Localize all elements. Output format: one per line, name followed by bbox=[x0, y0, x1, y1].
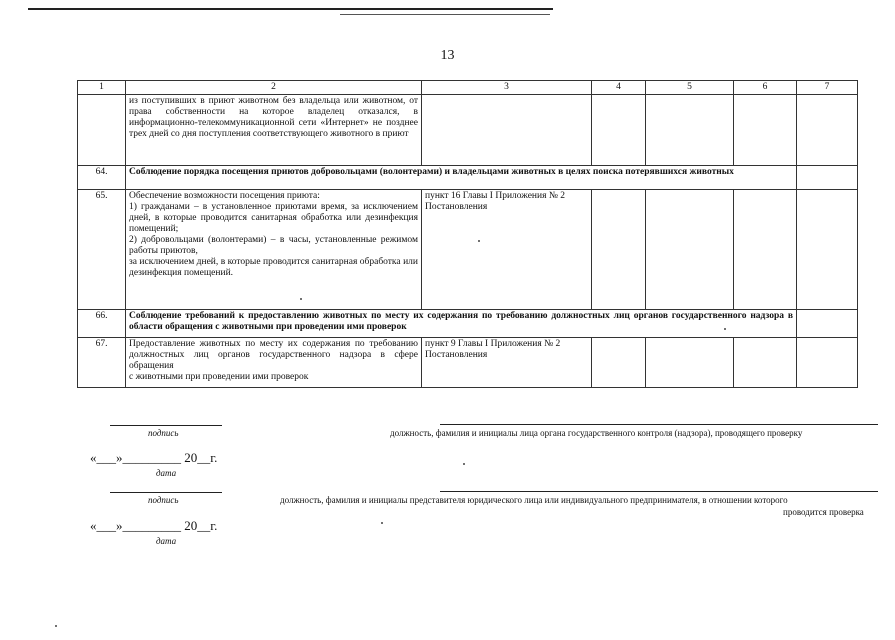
requirement-line: за исключением дней, в которые проводится санитарная обработка или дезинфекция помещений. bbox=[129, 257, 418, 278]
signature-caption: подпись bbox=[148, 428, 179, 438]
column-header: 4 bbox=[592, 81, 646, 95]
position-line bbox=[440, 424, 878, 425]
requirement-line: Предоставление животных по месту их содержания по требованию должностных лиц органов государственного надзора в сфере обращения bbox=[129, 339, 418, 371]
section-heading: Соблюдение требований к предоставлению животных по месту их содержания по требованию должностных лиц органов государственного надзора в области обращения с животными при проведении ими проверок bbox=[126, 310, 797, 338]
top-rule-secondary bbox=[340, 14, 550, 15]
row-number bbox=[78, 95, 126, 166]
column-header: 3 bbox=[422, 81, 592, 95]
column-header: 6 bbox=[734, 81, 797, 95]
section-heading: Соблюдение порядка посещения приютов добровольцами (волонтерами) и владельцами животных в целях поиска потерявшихся животных bbox=[126, 166, 797, 190]
signature-line bbox=[110, 492, 222, 493]
legal-reference bbox=[422, 95, 592, 166]
row-number: 66. bbox=[78, 310, 126, 338]
scan-speck bbox=[381, 522, 383, 524]
row-number: 65. bbox=[78, 190, 126, 310]
column-header: 7 bbox=[797, 81, 858, 95]
inspection-table bbox=[77, 80, 858, 388]
column-header: 2 bbox=[126, 81, 422, 95]
requirement-line: с животными при проведении ими проверок bbox=[129, 372, 309, 382]
requirement-text bbox=[126, 338, 422, 388]
row-number: 64. bbox=[78, 166, 126, 190]
requirement-text bbox=[126, 190, 422, 310]
position-line bbox=[440, 491, 878, 492]
signature-caption: подпись bbox=[148, 495, 179, 505]
scan-speck bbox=[478, 240, 480, 242]
table-header-row bbox=[78, 81, 858, 95]
date-field: «___»_________ 20__г. bbox=[90, 518, 218, 533]
requirement-line: 1) гражданами – в установленное приютами время, за исключением дней, в которые проводится санитарная обработка или дезинфекция помещений; bbox=[129, 202, 418, 234]
scan-speck bbox=[463, 463, 465, 465]
table-row bbox=[78, 166, 858, 190]
date-field: «___»_________ 20__г. bbox=[90, 450, 218, 465]
table-row bbox=[78, 190, 858, 310]
row-number: 67. bbox=[78, 338, 126, 388]
requirement-text: из поступивших в приют животном без владельца или животном, от права собственности на которое владелец отказался, в информационно-телекоммуникационной сети «Интернет» не позднее трех дней со дня поступления соответствующего животного в приют bbox=[126, 95, 422, 166]
scan-speck bbox=[724, 328, 726, 330]
table-row bbox=[78, 310, 858, 338]
position-caption: должность, фамилия и инициалы представителя юридического лица или индивидуального предпринимателя, в отношении которого bbox=[280, 495, 788, 505]
page-number: 13 bbox=[440, 48, 455, 63]
date-caption: дата bbox=[156, 536, 177, 546]
table-row bbox=[78, 95, 858, 166]
column-header: 1 bbox=[78, 81, 126, 95]
column-header: 5 bbox=[646, 81, 734, 95]
scan-speck bbox=[300, 298, 302, 300]
table-row bbox=[78, 338, 858, 388]
requirement-line: Обеспечение возможности посещения приюта: bbox=[129, 191, 320, 201]
position-caption: должность, фамилия и инициалы лица органа государственного контроля (надзора), проводящего проверку bbox=[390, 428, 803, 438]
scan-speck bbox=[55, 625, 57, 627]
legal-reference: пункт 16 Главы I Приложения № 2 Постановления bbox=[422, 190, 592, 310]
legal-reference: пункт 9 Главы I Приложения № 2 Постановления bbox=[422, 338, 592, 388]
top-rule bbox=[28, 8, 553, 10]
date-caption: дата bbox=[156, 468, 177, 478]
position-caption-continued: проводится проверка bbox=[783, 507, 864, 517]
requirement-line: 2) добровольцами (волонтерами) – в часы, установленные режимом работы приютов, bbox=[129, 235, 418, 256]
signature-line bbox=[110, 425, 222, 426]
